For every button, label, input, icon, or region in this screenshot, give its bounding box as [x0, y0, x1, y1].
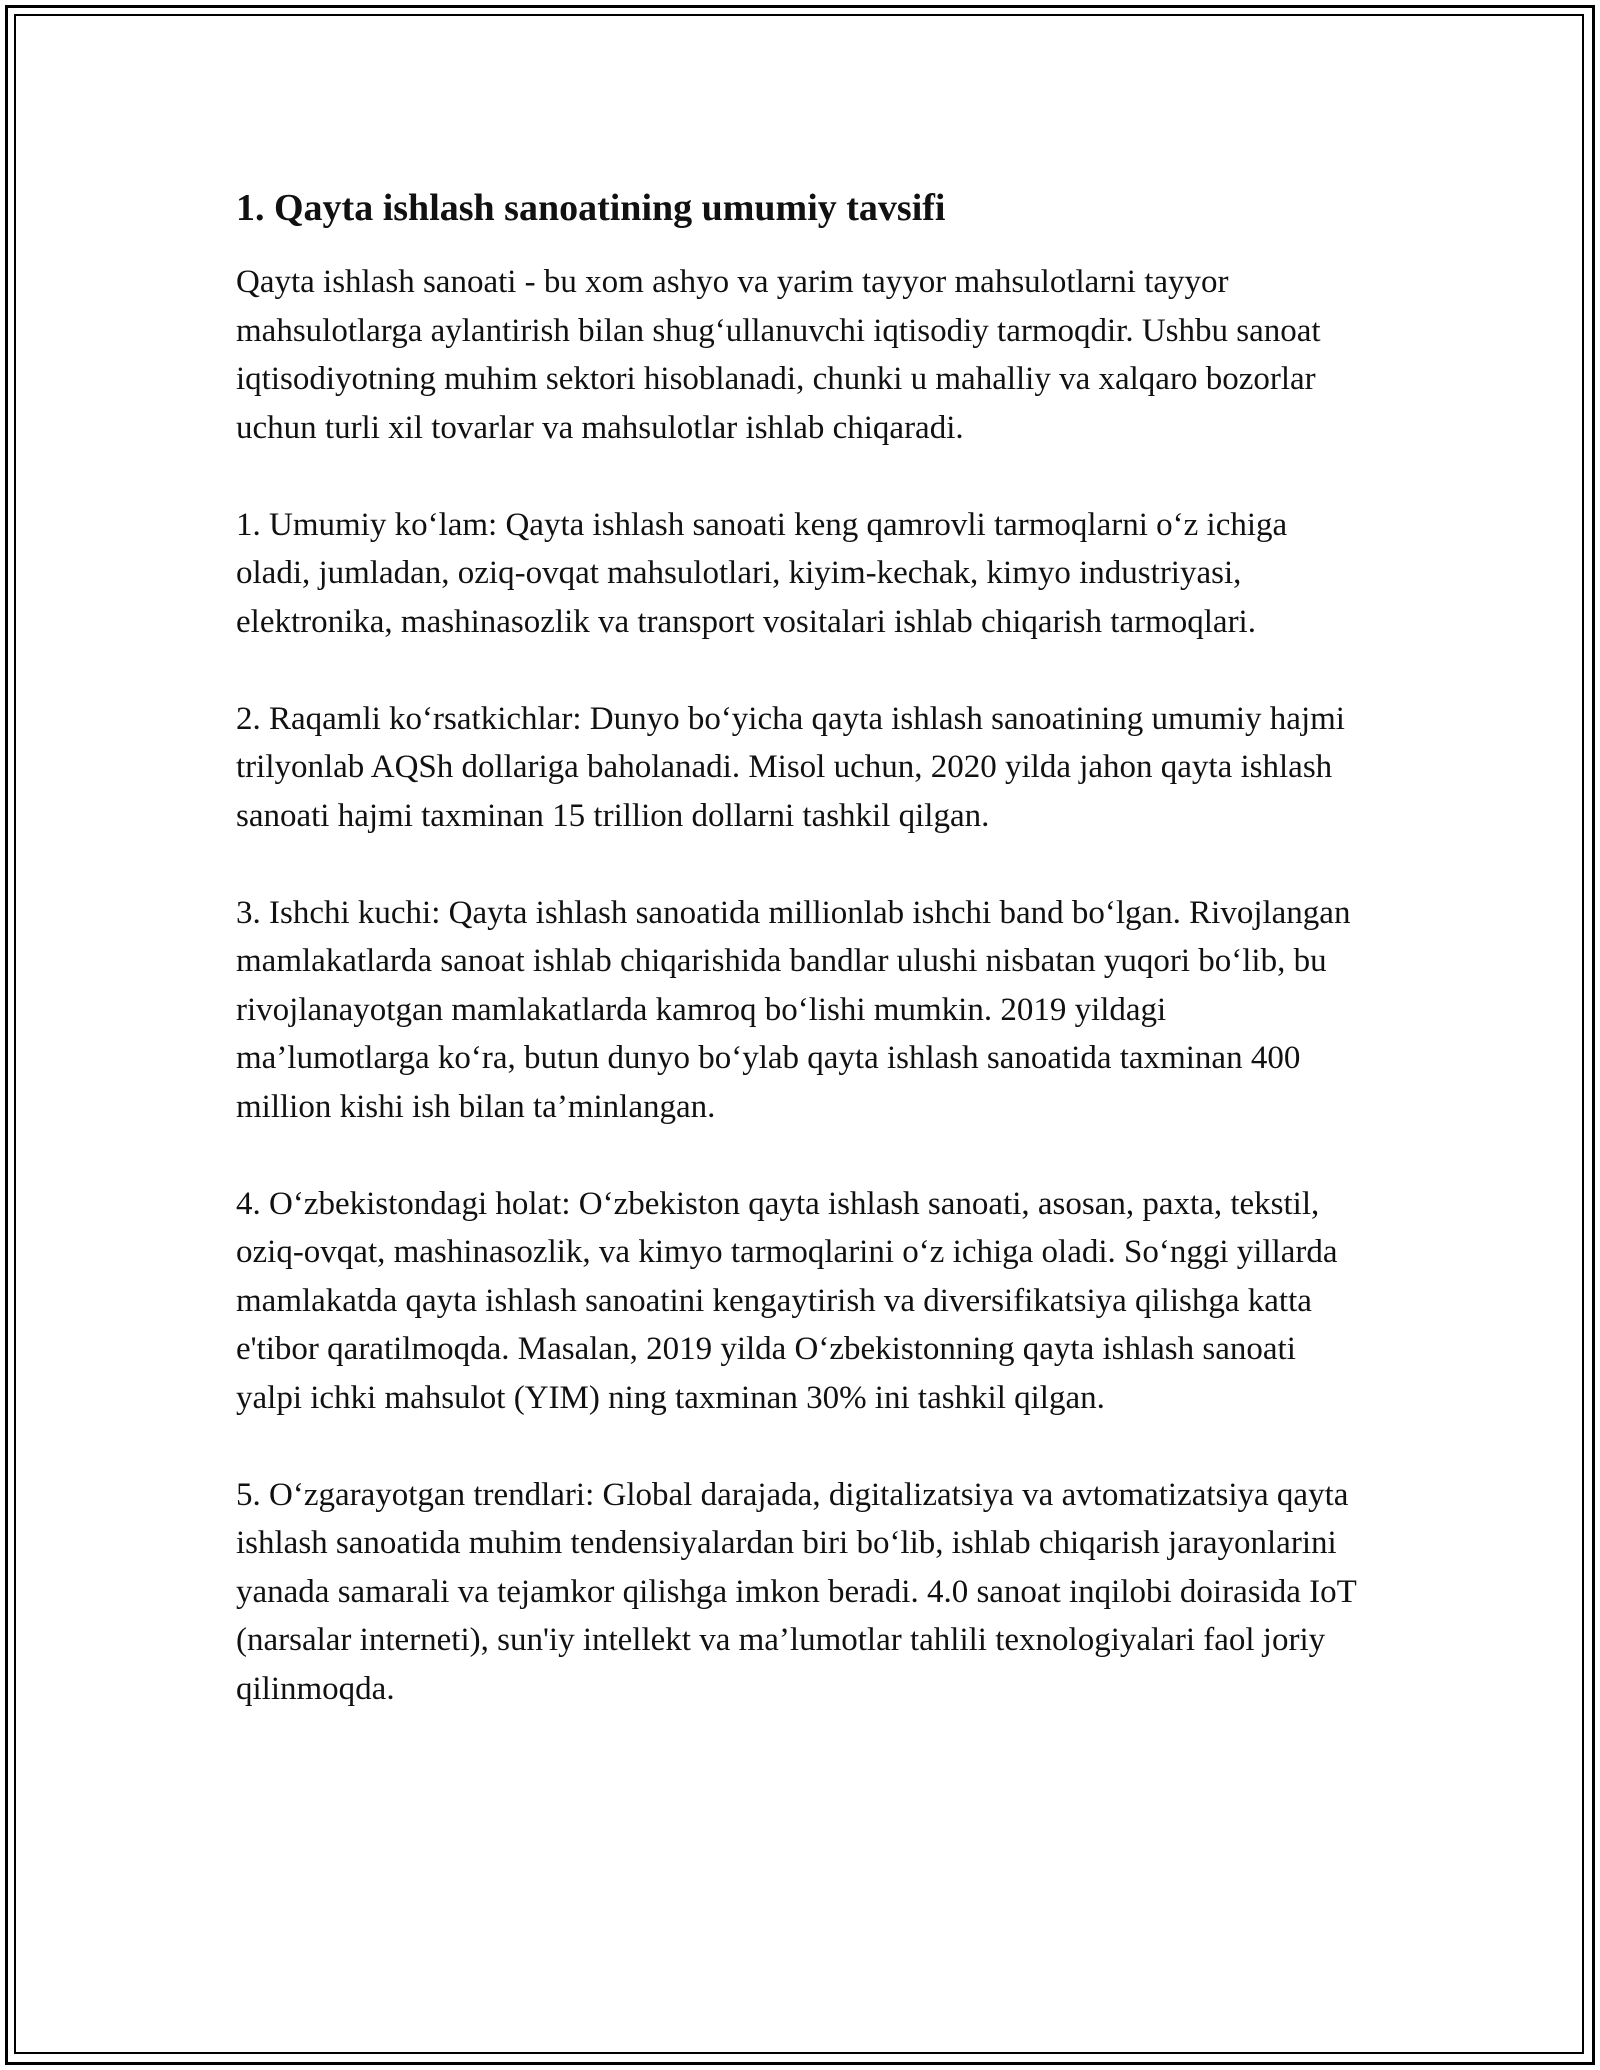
paragraph-uzbekistan: 4. O‘zbekistondagi holat: O‘zbekiston qayta ishlash sanoati, asosan, paxta, tekstil, oziq-ovqat, mashinasozlik, va kimyo tarmoqlarini o‘z ichiga oladi. So‘nggi yillarda mamlakatda qayta ishlash sanoatini kengaytirish va diversifikatsiya qilishga katta e'tibor qaratilmoqda. Masalan, 2019 yilda O‘zbekistonning qayta ishlash sanoati yalpi ichki mahsulot (YIM) ning taxminan 30% ini tashkil qilgan. [236, 1185, 1338, 1416]
paragraph-trends: 5. O‘zgarayotgan trendlari: Global darajada, digitalizatsiya va avtomatizatsiya qayta ishlash sanoatida muhim tendensiyalardan biri bo‘lib, ishlab chiqarish jarayonlarini yanada samarali va tejamkor qilishga imkon beradi. 4.0 sanoat inqilobi doirasida IoT (narsalar interneti), sun'iy intellekt va ma’lumotlar tahlili texnologiyalari faol joriy qilinmoqda. [236, 1476, 1357, 1707]
paragraph-scope: 1. Umumiy ko‘lam: Qayta ishlash sanoati keng qamrovli tarmoqlarni o‘z ichiga oladi, jumladan, oziq-ovqat mahsulotlari, kiyim-kechak, kimyo industriyasi, elektronika, mashinasozlik va transport vositalari ishlab chiqarish tarmoqlari. [236, 506, 1288, 640]
paragraph-intro: Qayta ishlash sanoati - bu xom ashyo va yarim tayyor mahsulotlarni tayyor mahsulotlarga aylantirish bilan shug‘ullanuvchi iqtisodiy tarmoqdir. Ushbu sanoat iqtisodiyotning muhim sektori hisoblanadi, chunki u mahalliy va xalqaro bozorlar uchun turli xil tovarlar va mahsulotlar ishlab chiqaradi. [236, 264, 1321, 446]
paragraph-figures: 2. Raqamli ko‘rsatkichlar: Dunyo bo‘yicha qayta ishlash sanoatining umumiy hajmi trilyonlab AQSh dollariga baholanadi. Misol uchun, 2020 yilda jahon qayta ishlash sanoati hajmi taxminan 15 trillion dollarni tashkil qilgan. [236, 700, 1345, 834]
paragraph-workforce: 3. Ishchi kuchi: Qayta ishlash sanoatida millionlab ishchi band bo‘lgan. Rivojlangan mamlakatlarda sanoat ishlab chiqarishida bandlar ulushi nisbatan yuqori bo‘lib, bu rivojlanayotgan mamlakatlarda kamroq bo‘lishi mumkin. 2019 yildagi ma’lumotlarga ko‘ra, butun dunyo bo‘ylab qayta ishlash sanoatida taxminan 400 million kishi ish bilan ta’minlangan. [236, 894, 1351, 1125]
section-title: 1. Qayta ishlash sanoatining umumiy tavsifi [236, 187, 946, 229]
document-body [236, 184, 1366, 1713]
